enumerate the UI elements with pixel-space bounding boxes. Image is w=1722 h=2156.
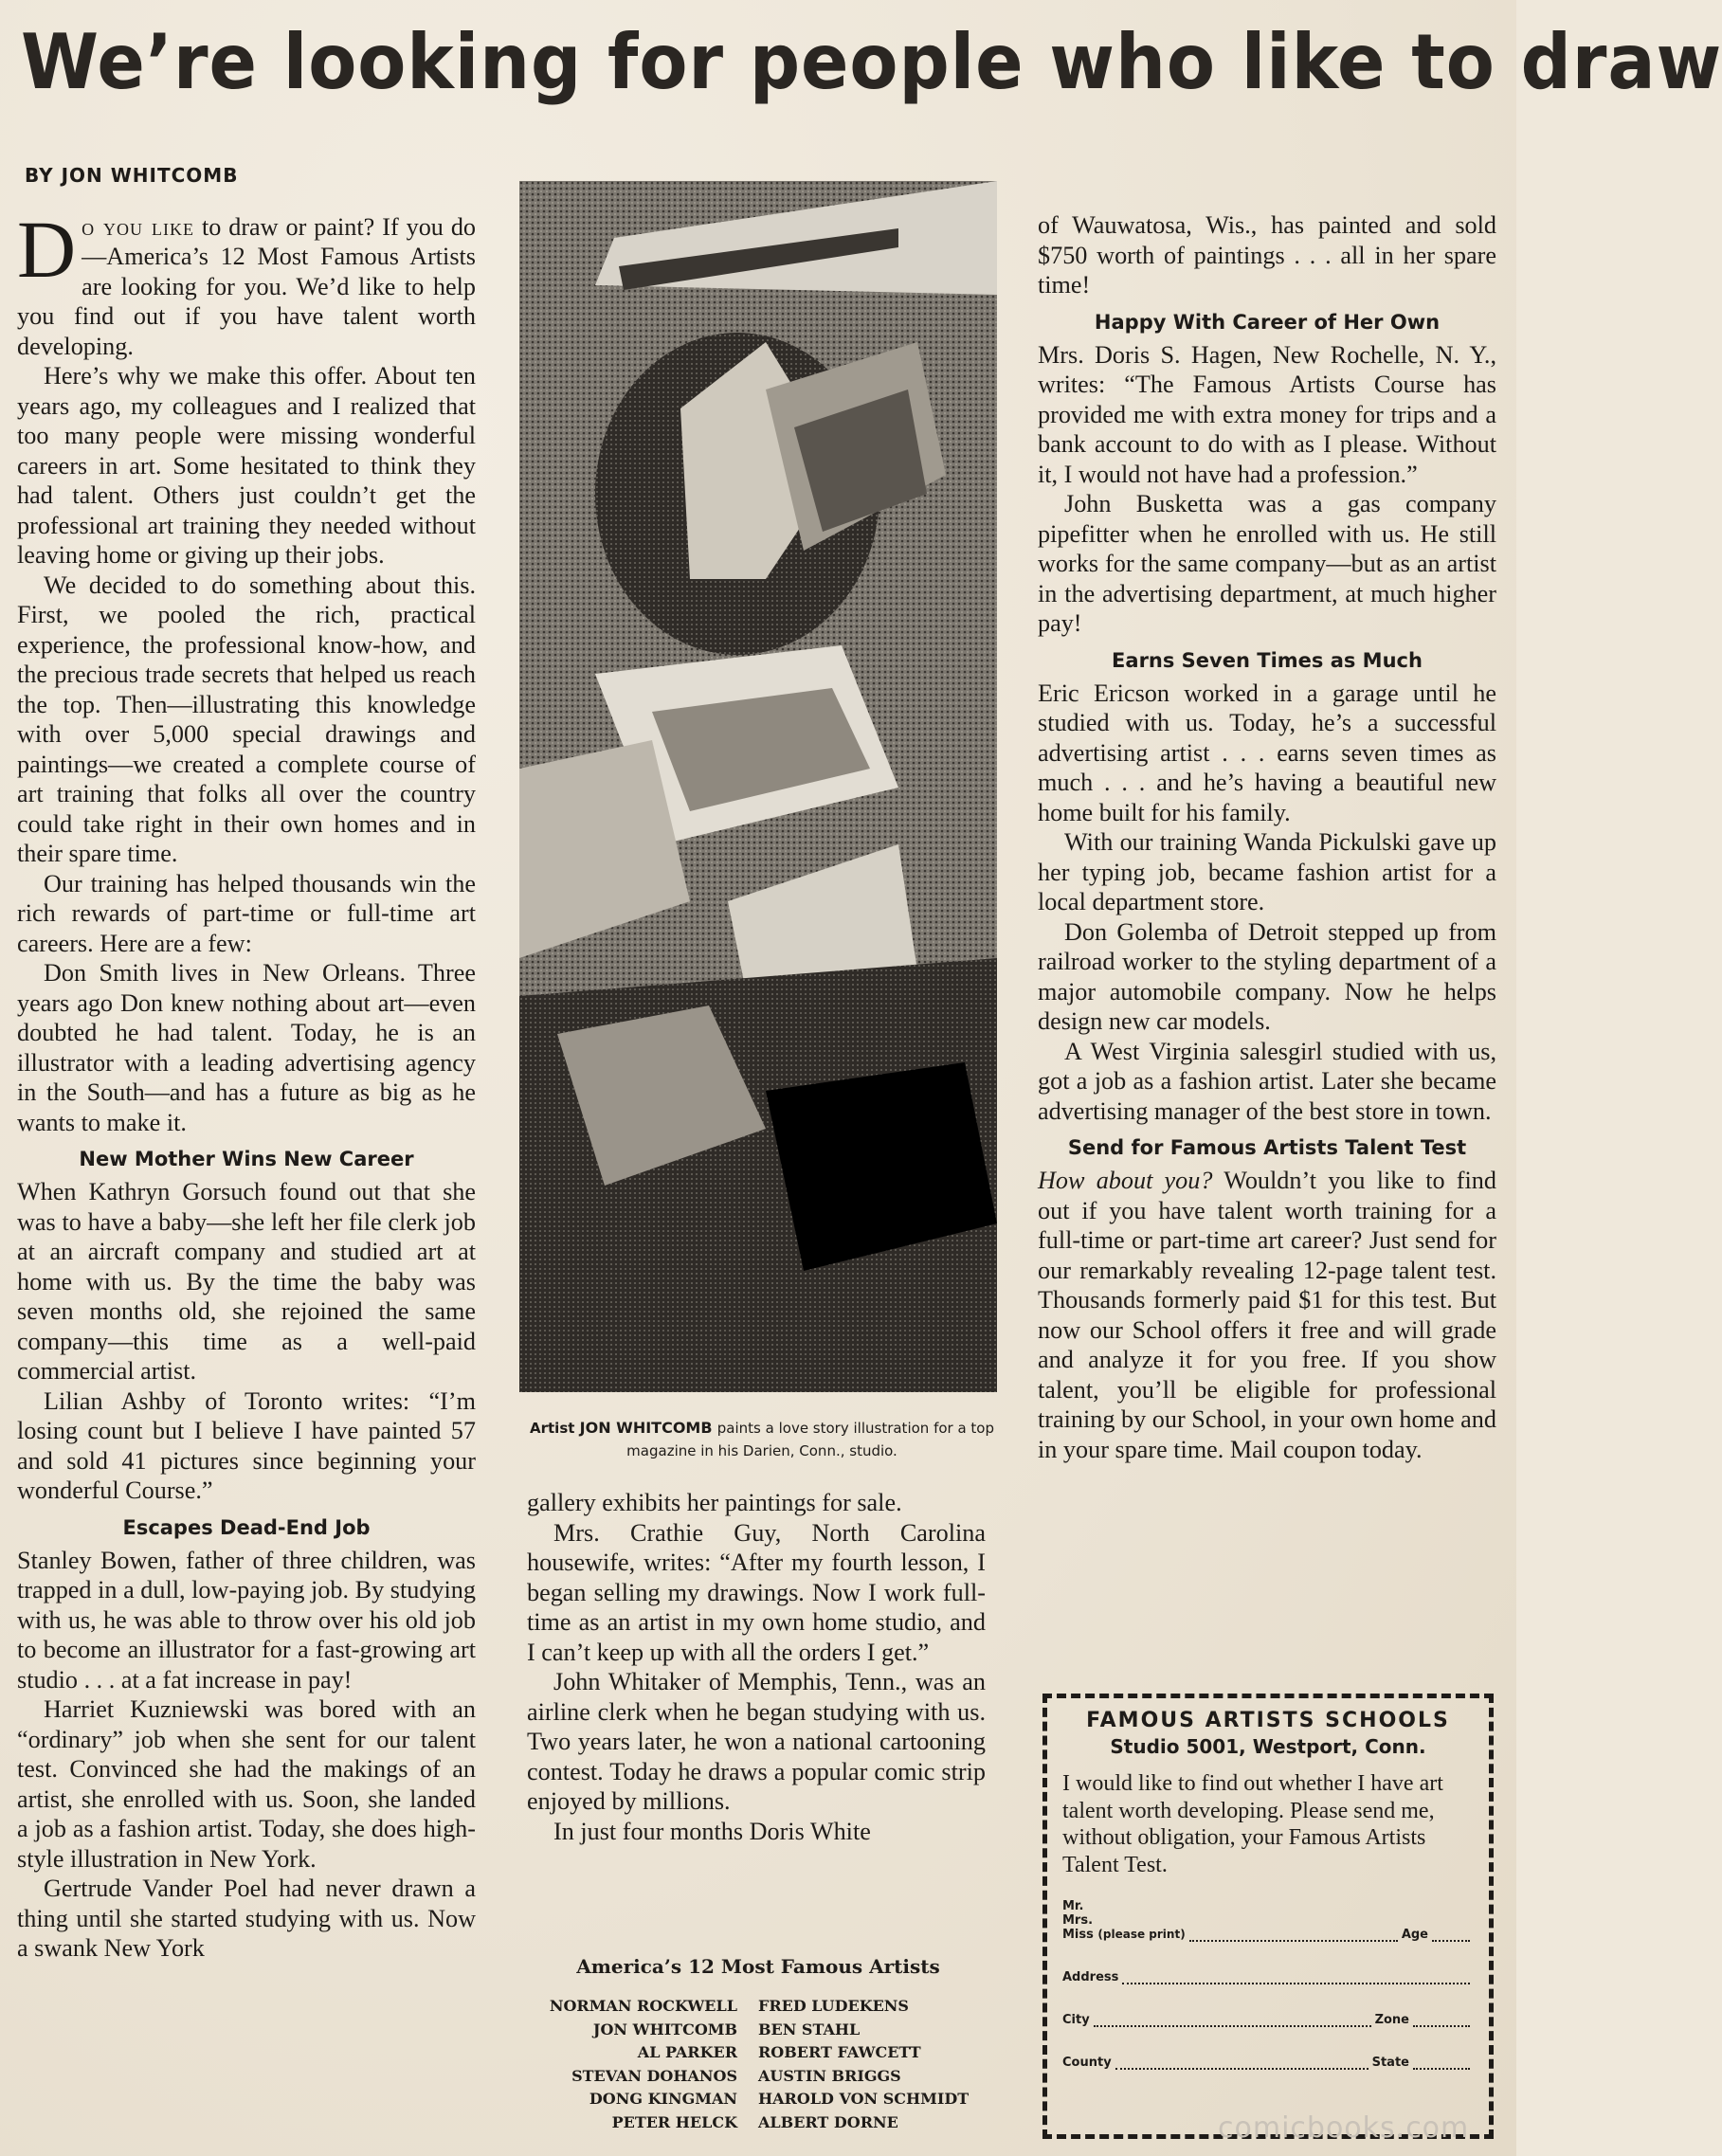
state-line[interactable]: [1413, 2056, 1470, 2070]
paragraph: Our training has helped thousands win the rich rewards of part-time or full-time art careers. Here are a few:: [17, 869, 476, 957]
paragraph: Mrs. Doris S. Hagen, New Rochelle, N. Y., writes: “The Famous Artists Course has provided me with extra money for trips and a bank account to do with as I please. Without it, I would not have had a profession.”: [1038, 340, 1496, 488]
coupon-body: I would like to find out whether I have art talent worth developing. Please send me, without obligation, your Famous Artists Talent Test.: [1062, 1771, 1443, 1877]
zone-line[interactable]: [1413, 2014, 1470, 2027]
mail-coupon[interactable]: [1042, 1694, 1494, 2139]
paragraph: With our training Wanda Pickulski gave up her typing job, became fashion artist for a local department store.: [1038, 828, 1496, 915]
byline: BY JON WHITCOMB: [25, 164, 239, 187]
mr-label: Mr.: [1062, 1899, 1084, 1913]
paragraph: Don Golemba of Detroit stepped up from railroad worker to the styling department of a major automobile company. Now he helps design new car models.: [1038, 917, 1496, 1035]
paragraph: We decided to do something about this. First, we pooled the rich, practical experience, the professional know-how, and the precious trade secrets that helped us reach the top. Then—illustrating this knowledge with over 5,000 special drawings and paintings—we created a complete course of art training that folks all over the country could take right in their own homes and in their spare time.: [17, 571, 476, 867]
paragraph: Mrs. Crathie Guy, North Carolina housewife, writes: “After my fourth lesson, I began selling my drawings. Now I work full-time as an artist in my own home studio, and I can’t keep up with all the orders I get.”: [527, 1518, 986, 1666]
artist-name: DONG KINGMAN: [589, 2090, 737, 2108]
paragraph: [1038, 1166, 1496, 1464]
drop-cap: D: [17, 203, 77, 295]
artist-row: [512, 2019, 1014, 2042]
subhead: New Mother Wins New Career: [79, 1148, 414, 1170]
column-right: [1038, 210, 1496, 1464]
address-field[interactable]: [1062, 1970, 1474, 1984]
artist-name: AUSTIN BRIGGS: [758, 2066, 901, 2085]
intro-smallcaps: o you like: [82, 212, 194, 241]
artist-name: JON WHITCOMB: [592, 2020, 737, 2038]
artist-name: NORMAN ROCKWELL: [549, 1997, 737, 2015]
artist-row: [512, 2111, 1014, 2135]
artist-row: [512, 2065, 1014, 2089]
famous-artists-title: America’s 12 Most Famous Artists: [576, 1955, 940, 1978]
paragraph: Here’s why we make this offer. About ten years ago, my colleagues and I realized that too many people were missing wonderful careers in art. Some hesitated to think they had talent. Others just couldn’t get the professional art training they needed without leaving home or giving up their jobs.: [17, 362, 476, 569]
artist-row: [512, 2041, 1014, 2065]
headline: We’re looking for people who like to draw: [21, 18, 1722, 106]
paragraph: In just four months Doris White: [553, 1817, 871, 1845]
artist-name: PETER HELCK: [611, 2112, 737, 2131]
age-label: Age: [1401, 1928, 1428, 1942]
paragraph: Gertrude Vander Poel had never drawn a thing until she started studying with us. Now a swank New York: [17, 1875, 476, 1962]
subhead: Earns Seven Times as Much: [1112, 648, 1423, 672]
paragraph: Stanley Bowen, father of three children, was trapped in a dull, low-paying job. By studying with us, he was able to throw over his old job to become an illustrator for a fast-growing art studio . . . at a fat increase in pay!: [17, 1546, 476, 1694]
photo-caption: [527, 1417, 997, 1462]
column-left: [17, 161, 476, 1964]
artist-name: BEN STAHL: [758, 2020, 861, 2038]
city-line[interactable]: [1094, 2014, 1371, 2027]
coupon-address: Studio 5001, Westport, Conn.: [1110, 1735, 1426, 1758]
paragraph: A West Virginia salesgirl studied with us, got a job as a fashion artist. Later she became advertising manager of the best store in town.: [1038, 1037, 1496, 1125]
name-field[interactable]: [1062, 1899, 1474, 1942]
coupon-title: FAMOUS ARTISTS SCHOOLS: [1086, 1709, 1450, 1732]
artist-name: ALBERT DORNE: [758, 2112, 898, 2131]
address-line[interactable]: [1122, 1971, 1470, 1984]
mrs-label: Mrs.: [1062, 1913, 1094, 1928]
watermark: comicbooks.com: [1218, 2111, 1470, 2145]
artist-name: HAROLD VON SCHMIDT: [758, 2090, 970, 2108]
age-line[interactable]: [1432, 1929, 1470, 1942]
city-field[interactable]: [1062, 2013, 1474, 2027]
subhead: Happy With Career of Her Own: [1094, 310, 1441, 334]
paragraph: Don Smith lives in New Orleans. Three years ago Don knew nothing about art—even doubted he had talent. Today, he is an illustrator with a leading advertising agency in the South—and has a future as big as he wants to make it.: [17, 959, 476, 1136]
column-middle: [527, 1488, 986, 1846]
artist-row: [512, 2088, 1014, 2111]
paragraph: Harriet Kuzniewski was bored with an “ordinary” job when she sent for our talent test. Convinced she had the makings of an artist, she enrolled with us. Soon, she landed a job as a fashion artist. Today, she does high-style illustration in New York.: [17, 1695, 476, 1873]
county-field[interactable]: [1062, 2056, 1474, 2070]
miss-label: Miss (please print): [1062, 1928, 1186, 1942]
subhead: Send for Famous Artists Talent Test: [1067, 1136, 1467, 1159]
artist-photo: [519, 181, 997, 1392]
paragraph-text: Wouldn’t you like to find out if you have talent worth training for a full-time or part-time art career? Just send for our remarkably revealing 12-page talent test. Thousands formerly paid $1 for this test. But now our School offers it free and will grade and analyze it for you free. If you show talent, you’ll be eligible for professional training by our School, in your own home and in your spare time. Mail coupon today.: [1038, 1167, 1496, 1463]
intro-paragraph: [17, 203, 477, 362]
caption-name: JON WHITCOMB: [579, 1419, 713, 1437]
artist-name: FRED LUDEKENS: [758, 1997, 909, 2015]
photo-illustration: [519, 181, 997, 1392]
paragraph: John Busketta was a gas company pipefitter when he enrolled with us. He still works for the same company—but as an artist in the advertising department, at much higher pay!: [1038, 490, 1496, 637]
state-label: State: [1371, 2056, 1409, 2070]
address-label: Address: [1062, 1970, 1119, 1984]
name-line[interactable]: [1189, 1929, 1398, 1942]
paragraph: When Kathryn Gorsuch found out that she was to have a baby—she left her file clerk job at an aircraft company and studied art at home with us. By the time the baby was seven months old, she rejoined the same company—this time as a well-paid commercial artist.: [17, 1178, 476, 1385]
paragraph: of Wauwatosa, Wis., has painted and sold $750 worth of paintings . . . all in her spare time!: [1038, 211, 1496, 299]
zone-label: Zone: [1374, 2013, 1409, 2027]
salutation-options: [1062, 1899, 1186, 1942]
paragraph: John Whitaker of Memphis, Tenn., was an airline clerk when he began studying with us. Two years later, he won a national cartooning contest. Today he draws a popular comic strip enjoyed by millions.: [527, 1668, 986, 1815]
caption-prefix: Artist: [530, 1420, 575, 1437]
paragraph: Lilian Ashby of Toronto writes: “I’m losing count but I believe I have painted 57 and sold 41 pictures since beginning your wonderful Course.”: [17, 1386, 476, 1504]
artist-name: STEVAN DOHANOS: [571, 2066, 737, 2085]
artist-name: ROBERT FAWCETT: [758, 2043, 921, 2061]
famous-artists-list: [512, 1995, 1014, 2134]
intro-text: to draw or paint? If you do—America’s 12 Most Famous Artists are looking for you. We’d like to help you find out if you have talent worth developing.: [17, 212, 477, 360]
italic-lead: How about you?: [1038, 1167, 1213, 1194]
paragraph: Eric Ericson worked in a garage until he studied with us. Today, he’s a successful advertising artist . . . earns seven times as much . . . and he’s having a beautiful new home built for his family.: [1038, 679, 1496, 826]
artist-name: AL PARKER: [637, 2043, 737, 2061]
subhead: Escapes Dead-End Job: [122, 1515, 371, 1539]
caption-text: paints a love story illustration for a top magazine in his Darien, Conn., studio.: [626, 1420, 994, 1459]
artist-row: [512, 1995, 1014, 2019]
city-label: City: [1062, 2013, 1090, 2027]
paragraph: gallery exhibits her paintings for sale.: [527, 1489, 902, 1516]
county-label: County: [1062, 2056, 1112, 2070]
county-line[interactable]: [1115, 2056, 1369, 2070]
